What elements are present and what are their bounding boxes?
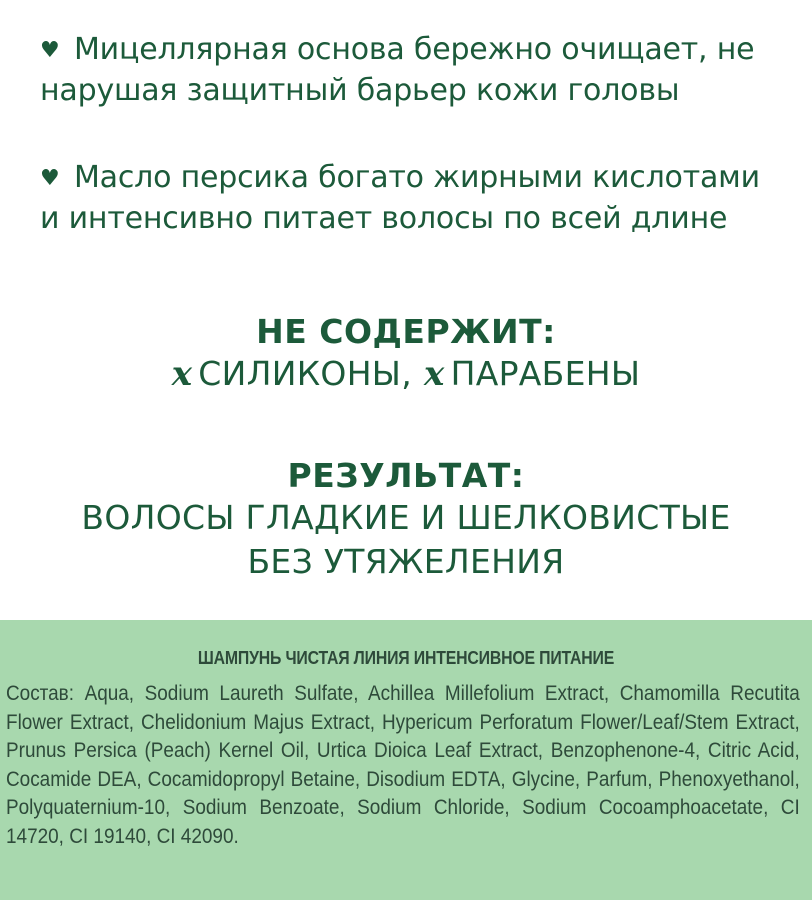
result-line-2: БЕЗ УТЯЖЕЛЕНИЯ: [247, 542, 565, 581]
cross-icon: x: [171, 354, 193, 394]
result-line-1: ВОЛОСЫ ГЛАДКИЕ И ШЕЛКОВИСТЫЕ: [81, 498, 731, 537]
free-from-silicones: СИЛИКОНЫ,: [198, 354, 413, 393]
free-from-block: [0, 312, 812, 396]
result-block: [0, 456, 812, 584]
benefit-peach-oil: [40, 158, 780, 239]
free-from-parabens: ПАРАБЕНЫ: [450, 354, 641, 393]
benefit-micellar: [40, 30, 780, 111]
composition-panel: [0, 620, 812, 900]
free-from-heading: НЕ СОДЕРЖИТ:: [256, 312, 556, 351]
benefit-micellar-text: Мицеллярная основа бережно очищает, не нарушая защитный барьер кожи головы: [40, 32, 755, 108]
ingredients-text: Состав: Aqua, Sodium Laureth Sulfate, Achillea Millefolium Extract, Chamomilla Recutita Flower Extract, Chelidonium Majus Extract, Hypericum Perforatum Flower/Leaf/Stem Extract, Prunus Persica (Peach) Kernel Oil, Urtica Dioica Leaf Extract, Benzophenone-4, Citric Acid, Cocamide DEA, Cocamidopropyl Betaine, Disodium EDTA, Glycine, Parfum, Phenoxyethanol, Polyquaternium-10, Sodium Benzoate, Sodium Chloride, Sodium Cocoamphoacetate, CI 14720, CI 19140, CI 42090.: [6, 682, 800, 848]
result-heading: РЕЗУЛЬТАТ:: [287, 456, 525, 495]
benefit-peach-oil-text: Масло персика богато жирными кислотами и интенсивно питает волосы по всей длине: [40, 160, 760, 236]
product-title: ШАМПУНЬ ЧИСТАЯ ЛИНИЯ ИНТЕНСИВНОЕ ПИТАНИЕ: [197, 648, 615, 668]
heart-icon: ♥: [40, 38, 60, 63]
free-from-list: [0, 352, 812, 396]
cross-icon: x: [424, 354, 445, 394]
heart-icon: ♥: [40, 166, 60, 191]
